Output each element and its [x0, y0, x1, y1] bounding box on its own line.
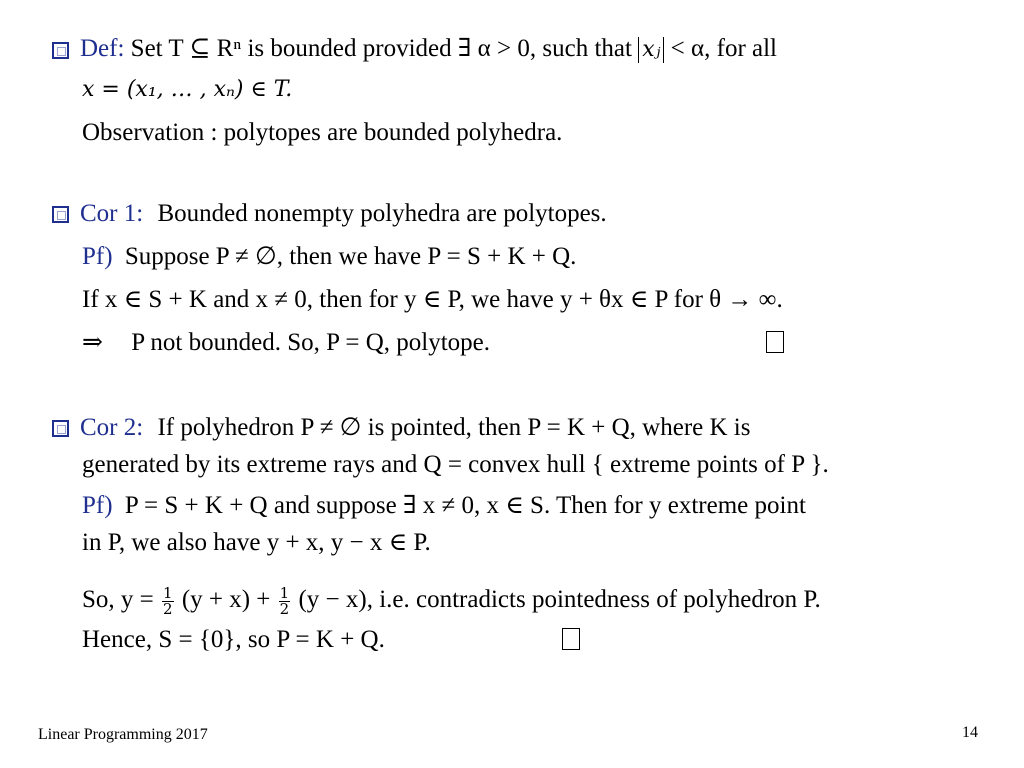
frac-den-a: 2 [163, 599, 173, 618]
bullet-cor1 [52, 206, 69, 223]
footer-page-number: 14 [962, 724, 978, 741]
def-line-2: x = (x₁, … , xₙ) ∈ T. [82, 77, 293, 102]
bullet-def [52, 42, 69, 59]
cor2-hence: Hence, S = {0}, so P = K + Q. [82, 626, 385, 653]
cor1-pf-label: Pf) [82, 243, 113, 270]
cor2-pf-text-1: P = S + K + Q and suppose ∃ x ≠ 0, x ∈ S. Then for y extreme point [124, 492, 806, 519]
fraction-one-half-b [279, 583, 291, 618]
frac-num-a: 1 [163, 583, 173, 602]
qed-box-cor2 [562, 628, 580, 650]
footer-course: Linear Programming 2017 [38, 726, 208, 743]
fraction-one-half-a [162, 583, 174, 618]
cor2-pf-label: Pf) [82, 492, 113, 519]
def-text: Set T ⊆ Rⁿ is bounded provided ∃ α > 0, such that [130, 35, 632, 62]
cor2-text-1: If polyhedron P ≠ ∅ is pointed, then P = K + Q, where K is [157, 414, 751, 441]
cor2-so-line [82, 580, 821, 620]
def-abs: xⱼ [638, 37, 664, 63]
so-part-1: (y + x) + [181, 586, 271, 613]
cor1-pf-text-3: P not bounded. So, P = Q, polytope. [131, 329, 490, 356]
implies-symbol: ⇒ [82, 329, 103, 356]
def-rest: < α, for all [670, 35, 778, 62]
cor1-pf-line-1 [82, 241, 576, 273]
qed-box-cor1 [766, 331, 784, 353]
so-label: So, [82, 586, 115, 613]
cor1-pf-line-3 [82, 327, 490, 359]
cor1-pf-text-1: Suppose P ≠ ∅, then we have P = S + K + Q. [124, 243, 577, 270]
def-observation: Observation : polytopes are bounded polyhedra. [82, 119, 563, 146]
def-line-1 [80, 33, 777, 65]
cor2-label: Cor 2: [80, 414, 144, 441]
cor2-line-2: generated by its extreme rays and Q = convex hull { extreme points of P }. [82, 451, 829, 478]
cor1-label: Cor 1: [80, 200, 144, 227]
cor2-line-1 [80, 412, 750, 444]
cor2-pf-line-1 [82, 490, 806, 522]
cor1-statement-line [80, 198, 607, 230]
def-label: Def: [80, 35, 125, 62]
cor1-pf-line-2: If x ∈ S + K and x ≠ 0, then for y ∈ P, we have y + θx ∈ P for θ → ∞. [82, 286, 783, 313]
cor1-statement: Bounded nonempty polyhedra are polytopes. [157, 200, 607, 227]
so-part-2: (y − x), i.e. contradicts pointedness of polyhedron P. [298, 586, 821, 613]
frac-num-b: 1 [279, 583, 290, 602]
bullet-cor2 [52, 420, 69, 437]
cor2-pf-line-2: in P, we also have y + x, y − x ∈ P. [82, 529, 431, 556]
frac-den-b: 2 [279, 599, 290, 618]
so-y: y = [120, 586, 154, 613]
